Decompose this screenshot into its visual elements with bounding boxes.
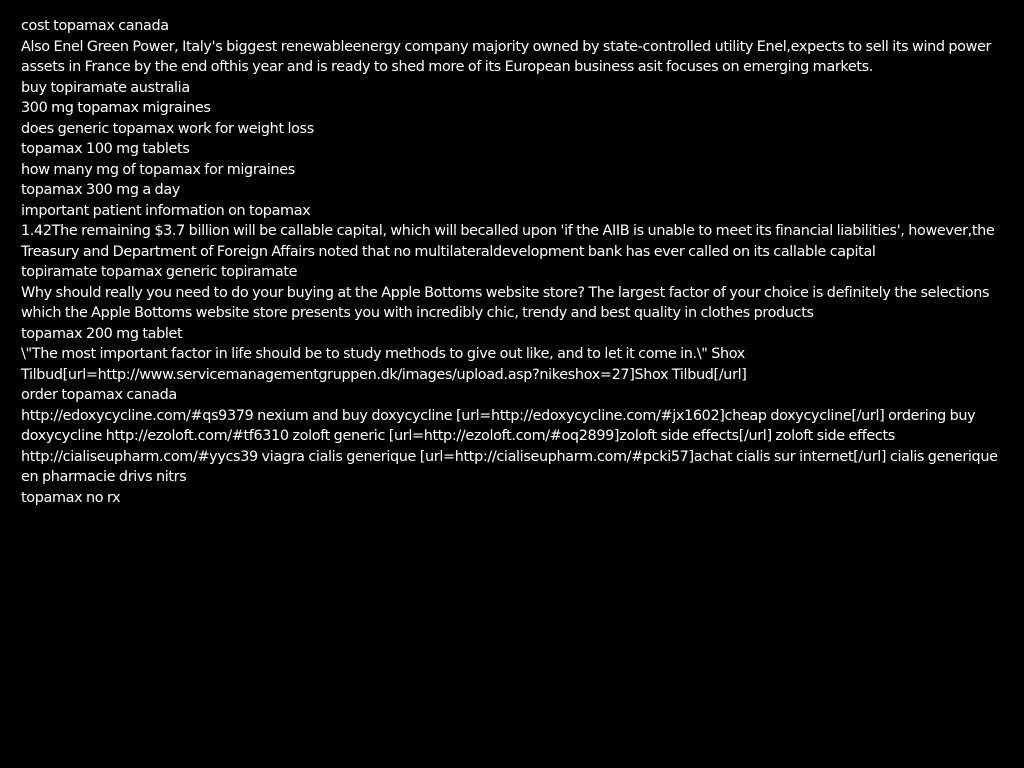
text-paragraph: Why should really you need to do your buying at the Apple Bottoms website store? The largest factor of your choice is definitely the selections which the Apple Bottoms website store presents you with incredibly chic, trendy and best quality in clothes products (21, 284, 990, 321)
text-line: important patient information on topamax (21, 202, 311, 219)
text-line: topamax no rx (21, 489, 121, 506)
text-line: order topamax canada (21, 387, 177, 403)
text-line: 300 mg topamax migraines (21, 100, 211, 116)
text-paragraph: http://edoxycycline.com/#qs9379 nexium and buy doxycycline [url=http://edoxycycline.com/#jx1602]cheap doxycycline[/url] ordering buy doxycycline http://ezoloft.com/#tf6310 zoloft generic [url=http://ezoloft.com/#oq2899]zoloft side effects[/url] zoloft side effects http://cialiseupharm.com/#yycs39 viagra cialis generique [url=http://cialiseupharm.com/#pcki57]achat cialis sur internet[/url] cialis generique en pharmacie drivs nitrs (21, 407, 998, 485)
text-paragraph: Also Enel Green Power, Italy's biggest renewableenergy company majority owned by state-controlled utility Enel,expects to sell its wind power assets in France by the end ofthis year and is ready to shed more of its European business asit focuses on emerging markets. (21, 38, 992, 75)
text-line: topamax 200 mg tablet (21, 325, 183, 342)
text-line: does generic topamax work for weight loss (21, 120, 314, 137)
text-paragraph: \"The most important factor in life should be to study methods to give out like, and to let it come in.\" Shox Tilbud[url=http://www.servicemanagementgruppen.dk/images/upload.asp?nikeshox=27]Shox Tilbud[/url] (21, 346, 747, 383)
document-text-block (21, 16, 1006, 508)
text-line: topamax 300 mg a day (21, 182, 180, 198)
text-paragraph: 1.42The remaining $3.7 billion will be callable capital, which will becalled upon 'if the AIIB is unable to meet its financial liabilities', however,the Treasury and Department of Foreign Affairs noted that no multilateraldevelopment bank has ever called on its callable capital (21, 223, 995, 260)
text-line: topiramate topamax generic topiramate (21, 264, 298, 280)
text-line: buy topiramate australia (21, 79, 190, 96)
text-line: topamax 100 mg tablets (21, 141, 190, 157)
text-line: how many mg of topamax for migraines (21, 161, 295, 178)
text-line: cost topamax canada (21, 18, 169, 34)
